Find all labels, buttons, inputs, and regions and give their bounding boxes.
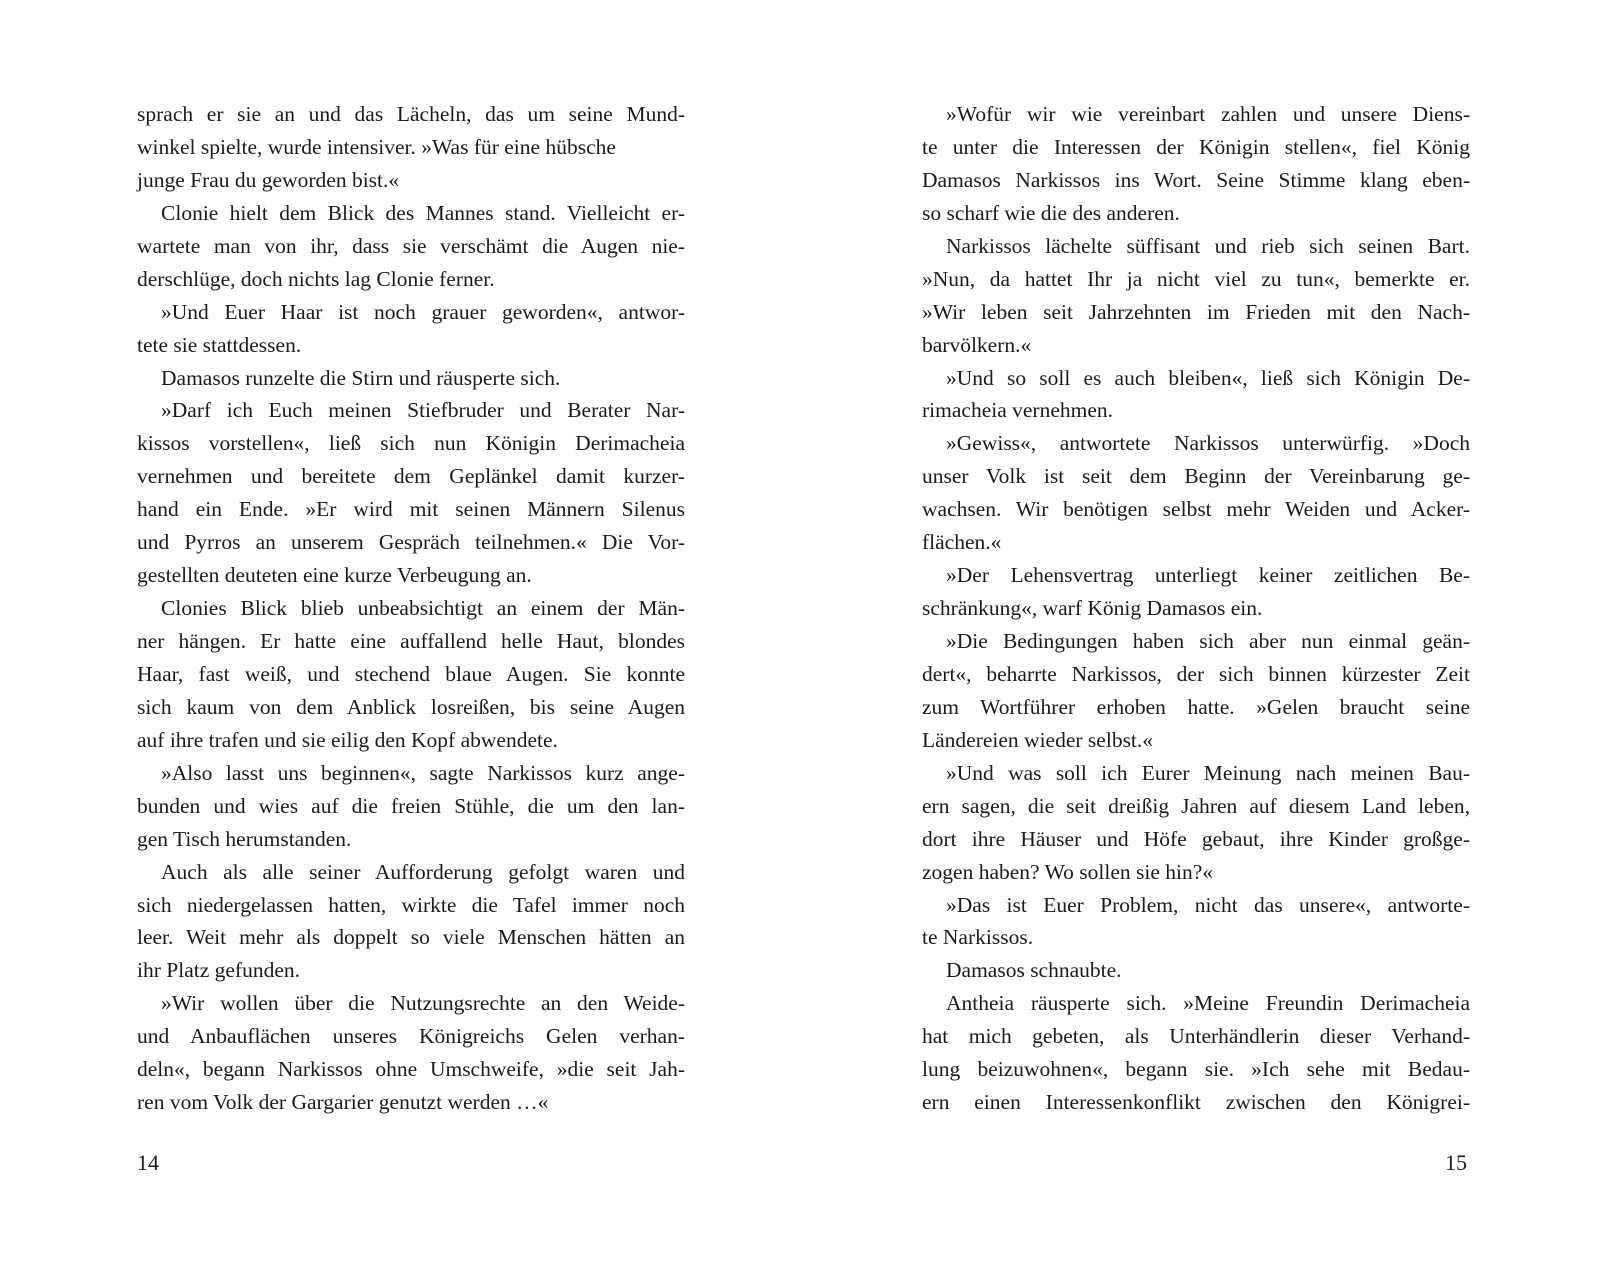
text-line: sprach er sie an und das Lächeln, das um seine Mund- <box>137 102 685 126</box>
text-line: winkel spielte, wurde intensiver. »Was für eine hübsche <box>137 134 616 159</box>
text-line: »Der Lehensvertrag unterliegt keiner zeitlichen Be- <box>946 563 1470 588</box>
text-line: ern einen Interessenkonflikt zwischen den Königrei- <box>922 1090 1470 1115</box>
text-line: Antheia räusperte sich. »Meine Freundin Derimacheia <box>946 991 1470 1016</box>
text-line: sich niedergelassen hatten, wirkte die Tafel immer noch <box>137 892 685 917</box>
text-line: wartete man von ihr, dass sie verschämt die Augen nie- <box>137 233 685 258</box>
text-line: »Wir leben seit Jahrzehnten im Frieden mit den Nach- <box>922 299 1470 324</box>
text-line: Clonies Blick blieb unbeabsichtigt an einem der Män- <box>161 596 685 621</box>
text-line: so scharf wie die des anderen. <box>922 200 1180 225</box>
text-line: gestellten deuteten eine kurze Verbeugung an. <box>137 563 532 588</box>
text-line: barvölkern.« <box>922 332 1032 357</box>
text-line: und Anbauflächen unseres Königreichs Gelen verhan- <box>137 1024 685 1049</box>
text-line: te Narkissos. <box>922 925 1034 950</box>
text-line: Narkissos lächelte süffisant und rieb sich seinen Bart. <box>946 233 1470 258</box>
text-line: Haar, fast weiß, und stechend blaue Augen. Sie konnte <box>137 661 685 686</box>
text-line: »Und Euer Haar ist noch grauer geworden«, antwor- <box>161 299 685 324</box>
text-line: te unter die Interessen der Königin stellen«, fiel König <box>922 134 1470 159</box>
text-line: gen Tisch herumstanden. <box>137 826 352 851</box>
text-line: vernehmen und bereitete dem Geplänkel damit kurzer- <box>137 464 685 489</box>
text-line: »Wir wollen über die Nutzungsrechte an den Weide- <box>161 991 685 1016</box>
text-line: »Das ist Euer Problem, nicht das unsere«, antworte- <box>946 892 1470 917</box>
text-line: rimacheia vernehmen. <box>922 398 1114 423</box>
text-line: »Die Bedingungen haben sich aber nun einmal geän- <box>946 629 1470 653</box>
text-line: unser Volk ist seit dem Beginn der Vereinbarung ge- <box>922 464 1470 489</box>
text-line: »Darf ich Euch meinen Stiefbruder und Berater Nar- <box>161 398 685 423</box>
text-line: leer. Weit mehr als doppelt so viele Menschen hätten an <box>137 925 685 950</box>
text-line: junge Frau du geworden bist.« <box>137 167 400 192</box>
text-line: Damasos schnaubte. <box>946 958 1122 983</box>
text-line: »Gewiss«, antwortete Narkissos unterwürfig. »Doch <box>946 431 1470 456</box>
text-line: wachsen. Wir benötigen selbst mehr Weiden und Acker- <box>922 497 1470 522</box>
text-line: kissos vorstellen«, ließ sich nun Königin Derimacheia <box>137 431 685 456</box>
text-line: »Also lasst uns beginnen«, sagte Narkissos kurz ange- <box>161 760 685 785</box>
text-line: dert«, beharrte Narkissos, der sich binnen kürzester Zeit <box>922 661 1470 686</box>
text-line: ren vom Volk der Gargarier genutzt werden …« <box>137 1090 549 1115</box>
text-line: derschlüge, doch nichts lag Clonie ferner. <box>137 266 495 291</box>
text-line: und Pyrros an unserem Gespräch teilnehmen.« Die Vor- <box>137 530 685 555</box>
text-line: hand ein Ende. »Er wird mit seinen Männern Silenus <box>137 497 685 522</box>
text-line: deln«, begann Narkissos ohne Umschweife, »die seit Jah- <box>137 1057 685 1082</box>
text-line: zum Wortführer erhoben hatte. »Gelen braucht seine <box>922 694 1470 719</box>
text-line: hat mich gebeten, als Unterhändlerin dieser Verhand- <box>922 1024 1470 1049</box>
text-line: »Wofür wir wie vereinbart zahlen und unsere Diens- <box>946 102 1470 126</box>
left-page-text <box>137 98 685 1119</box>
text-line: dort ihre Häuser und Höfe gebaut, ihre Kinder großge- <box>922 826 1470 851</box>
text-line: sich kaum von dem Anblick losreißen, bis seine Augen <box>137 694 685 719</box>
text-line: Auch als alle seiner Aufforderung gefolgt waren und <box>161 859 685 884</box>
text-line: tete sie stattdessen. <box>137 332 302 357</box>
text-line: Clonie hielt dem Blick des Mannes stand. Vielleicht er- <box>161 200 685 225</box>
text-line: schränkung«, warf König Damasos ein. <box>922 596 1263 621</box>
text-line: »Nun, da hattet Ihr ja nicht viel zu tun«, bemerkte er. <box>922 266 1470 291</box>
right-page-text <box>922 98 1470 1119</box>
text-line: ern sagen, die seit dreißig Jahren auf diesem Land leben, <box>922 793 1470 818</box>
text-line: Damasos runzelte die Stirn und räusperte sich. <box>161 365 561 390</box>
text-line: Ländereien wieder selbst.« <box>922 727 1154 752</box>
text-line: flächen.« <box>922 530 1002 555</box>
text-line: zogen haben? Wo sollen sie hin?« <box>922 859 1214 884</box>
text-line: »Und was soll ich Eurer Meinung nach meinen Bau- <box>946 760 1470 785</box>
text-line: ihr Platz gefunden. <box>137 958 300 983</box>
page-number-left: 14 <box>137 1150 159 1175</box>
text-line: Damasos Narkissos ins Wort. Seine Stimme klang eben- <box>922 167 1470 192</box>
text-line: ner hängen. Er hatte eine auffallend helle Haut, blondes <box>137 629 685 653</box>
text-line: »Und so soll es auch bleiben«, ließ sich Königin De- <box>946 365 1470 390</box>
page-number-right: 15 <box>1445 1150 1467 1175</box>
text-line: lung beizuwohnen«, begann sie. »Ich sehe mit Bedau- <box>922 1057 1470 1082</box>
text-line: auf ihre trafen und sie eilig den Kopf abwendete. <box>137 727 558 752</box>
text-line: bunden und wies auf die freien Stühle, die um den lan- <box>137 793 685 818</box>
